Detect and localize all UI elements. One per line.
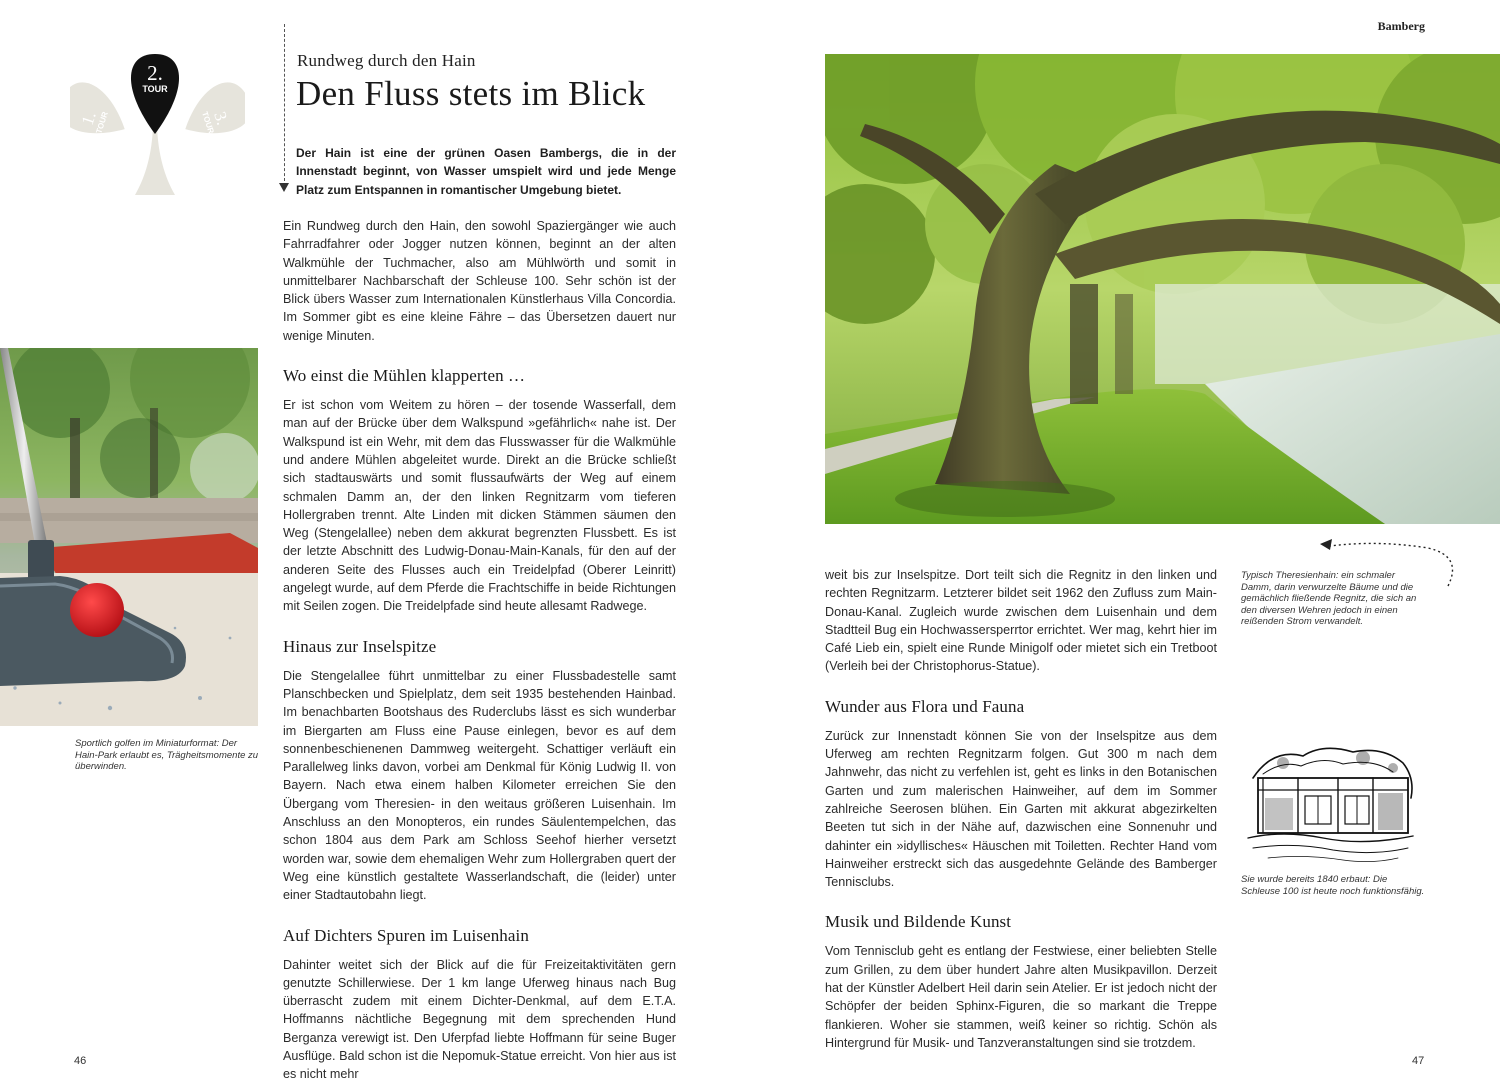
section-heading-flora: Wunder aus Flora und Fauna xyxy=(825,696,1025,716)
article-title: Den Fluss stets im Blick xyxy=(296,74,646,113)
section-text-flora: Zurück zur Innenstadt können Sie von der Inselspitze aus dem Uferweg am rechten Regnitzarm folgen. Gut 300 m nach dem Jahnwehr, das nicht zu verfehlen ist, geht es links in den Botanischen Garten und zum malerischen Hainweiher, auf dem im Sommer zahlreiche Seerosen blühen. Ein Garten mit akkurat abgezirkelten Beeten tut sich in der Nähe auf, dazwischen eine Sonnenuhr und dahinter ein »idyllisches« Häuschen mit Toiletten. Rechter Hand vom Hainweiher erstreckt sich das ausgedehnte Gelände des Bamberger Tennisclubs. xyxy=(825,728,1217,890)
tour-prev-label: TOUR xyxy=(94,110,110,135)
page-number-left: 46 xyxy=(74,1055,87,1067)
section-text-muehlen: Er ist schon vom Weitem zu hören – der tosende Wasserfall, dem man auf der Brücke über dem Walkspund »gefährlich« nahe ist. Der Walkspund ist ein Wehr, mit dem das Flusswasser für die Walkmühle und andere Mühlen abgeleitet wurde. Direkt an die Brücke schließt sich stadtauswärts und somit flussaufwärts der Weg auf einem schmalen Damm an, der den linken Regnitzarm vom tieferen Hollergraben trennt. Alte Linden mit dicken Stämmen säumen den Weg (Stengelallee) neben dem akkurat begrenzten Flussbett. Es ist der letzte Abschnitt des Ludwig-Donau-Main-Kanals, für den auf der anderen Seite des Flusses auch ein Treidelpfad (Oberer Leinritt) angelegt wurde, auf dem Pferde die Frachtschiffe in beide Richtungen mit Seilen zogen. Die Treidelpfade sind heute allesamt Radwege. xyxy=(283,398,676,614)
article-kicker: Rundweg durch den Hain xyxy=(297,51,476,70)
tour-next-number: 3. xyxy=(210,109,233,128)
lock-building-sketch xyxy=(1243,738,1418,866)
tree-caption: Typisch Theresienhain: ein schmaler Damm, darin verwurzelte Bäume und die gemächlich fließende Regnitz, die sich an den diversen Wehren jedoch in einen reißenden Strom verwandelt. xyxy=(1241,570,1417,628)
article-lead: Der Hain ist eine der grünen Oasen Bambergs, die in der Innenstadt beginnt, von Wasser umspielt wird und jede Menge Platz zum Entspannen in romantischer Umgebung bietet. xyxy=(296,146,676,197)
section-heading-musik: Musik und Bildende Kunst xyxy=(825,912,1012,932)
tour-badge xyxy=(70,48,245,203)
page-number-right: 47 xyxy=(1412,1055,1425,1067)
section-text-musik: Vom Tennisclub geht es entlang der Festwiese, einer beliebten Stelle zum Grillen, zu dem über hundert Jahre alten Musikpavillon. Derzeit hat der Künstler Adelbert Heil darin sein Atelier. Er ist jedoch nicht der Schöpfer der beiden Sphinx-Figuren, die so markant die Treppe flankieren. Woher sie stammen, weiß keiner so richtig. Schön als Hintergrund für Musik- und Tanzveranstaltungen sind sie trotzdem. xyxy=(825,944,1217,1050)
club-shaped-tour-badge-icon xyxy=(70,48,245,203)
section-text-inselspitze: Die Stengelallee führt unmittelbar zu einer Flussbadestelle samt Planschbecken und Spielplatz, dem seit 1935 bestehenden Hainbad. Im benachbarten Bootshaus des Ruderclubs lässt es sich wunderbar im Biergarten am Fluss eine Pause einlegen, bevor es auf dem sonnenbeschienenen Dammweg weitergeht. Schattiger verläuft ein Parallelweg links davon, vorbei am Denkmal für König Ludwig II. von Bayern. Nach etwa einem halben Kilometer erreichen Sie den Übergang vom Theresien- in den weitaus größeren Luisenhain. Im Anschluss an den Monopteros, ein rundes Säulentempelchen, das schon 1804 aus dem Park am Schloss Seehof hierher versetzt worden war, sowie dem ehemaligen Wehr zum Hollergraben quert der Weg eine künstlich gestaltete Wasserlandschaft, die (leider) unter einer Stadtautobahn liegt. xyxy=(283,668,676,903)
continuation-paragraph: weit bis zur Inselspitze. Dort teilt sich die Regnitz in den linken und rechten Regnitzarm. Letzterer bildet seit 1962 den Zufluss zum Main-Donau-Kanal. Zugleich wurde zwischen dem Luisenhain und dem Stadtteil Bug ein Hochwassersperrtor errichtet. Wer mag, kehrt hier im Café Lieb ein, spielt eine Runde Minigolf oder mietet sich ein Tretboot (Verleih bei der Christophorus-Statue). xyxy=(825,568,1217,674)
tour-prev-number: 1. xyxy=(77,109,100,128)
intro-paragraph: Ein Rundweg durch den Hain, den sowohl Spaziergänger wie auch Fahrradfahrer oder Jogger nutzen können, beginnt an der alten Walkmühle der Tuchmacher, also am Mühlwörth und somit in unmittelbarer Nachbarschaft der Schleuse 100. Sehr schön ist der Blick übers Wasser zum Internationalen Künstlerhaus Villa Concordia. Im Sommer gibt es eine kleine Fähre – das Übersetzen dauert nur wenige Minuten. xyxy=(283,219,676,343)
tour-current-label: TOUR xyxy=(142,84,168,94)
down-arrow-icon xyxy=(279,183,289,192)
section-heading-muehlen: Wo einst die Mühlen klapperten … xyxy=(283,366,526,386)
right-text-column xyxy=(825,566,1217,1072)
minigolf-photo xyxy=(0,348,258,726)
section-heading-dichter: Auf Dichters Spuren im Luisenhain xyxy=(283,925,529,945)
tree-photo xyxy=(825,54,1500,524)
dashed-guide-line xyxy=(284,24,285,186)
left-text-column xyxy=(283,217,676,1083)
golf-caption: Sportlich golfen im Miniaturformat: Der Hain-Park erlaubt es, Trägheitsmomente zu überwinden. xyxy=(75,738,259,773)
sketch-caption: Sie wurde bereits 1840 erbaut: Die Schleuse 100 ist heute noch funktionsfähig. xyxy=(1241,874,1425,897)
section-heading-inselspitze: Hinaus zur Inselspitze xyxy=(283,636,437,656)
tour-next-label: TOUR xyxy=(200,110,216,135)
tour-current-number: 2. xyxy=(147,61,163,85)
section-text-dichter: Dahinter weitet sich der Blick auf die für Freizeitaktivitäten gern genutzte Schillerwiese. Der 1 km lange Uferweg hinaus nach Bug überrascht zudem mit einem Dichter-Denkmal, auf dem E.T.A. Hoffmanns nächtliche Begegnung mit dem sprechenden Hund Berganza verewigt ist. Den Uferpfad liebte Hoffmann für seine Buger Ausflüge. Bald schon ist die Nepomuk-Statue erreicht. Von hier aus ist es nicht mehr xyxy=(283,957,676,1082)
running-head: Bamberg xyxy=(1377,19,1425,33)
